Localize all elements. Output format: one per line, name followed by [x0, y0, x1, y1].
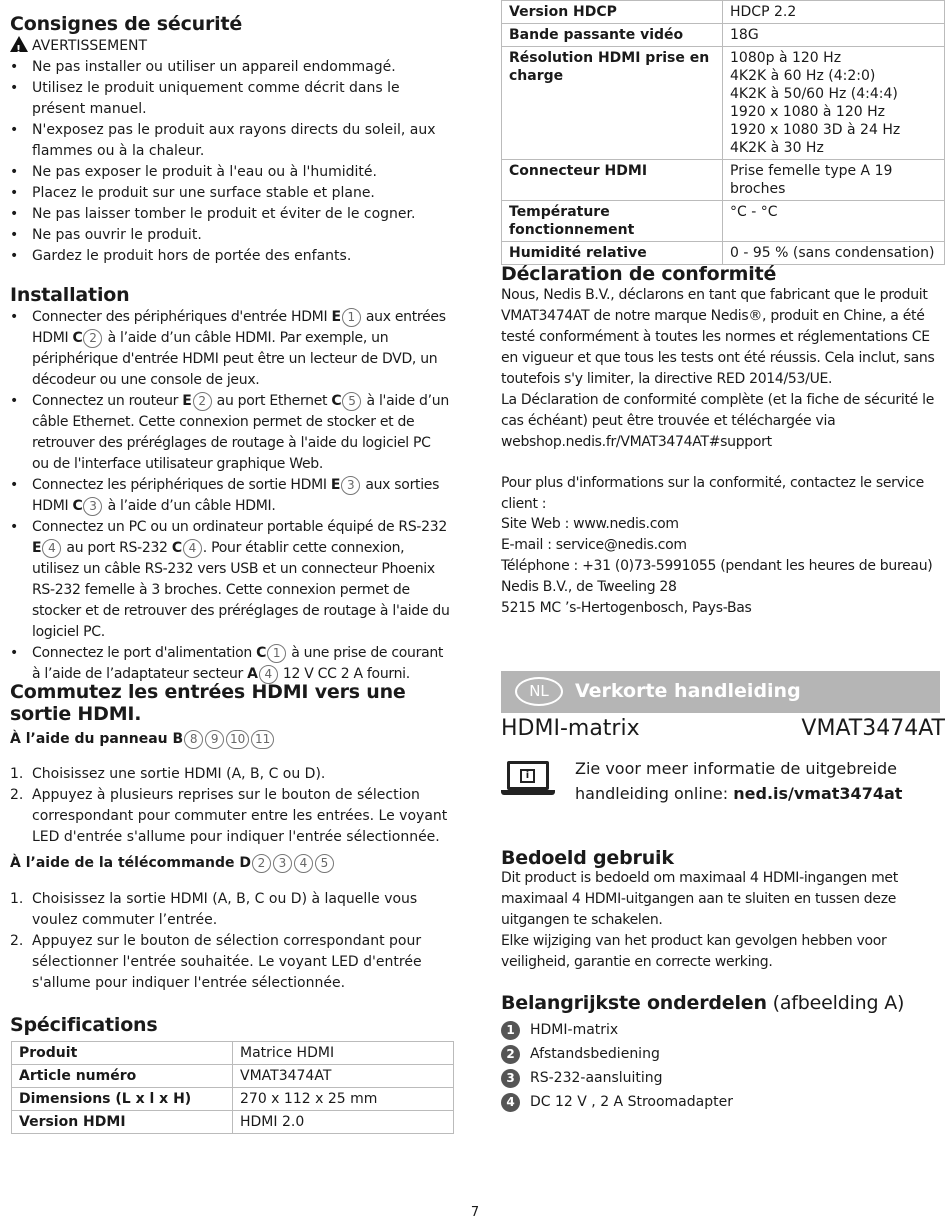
list-item: 2. Appuyez sur le bouton de sélection correspondant pour sélectionner l'entrée souhaitée. Le voyant LED d'entrée s'allume pour indiquer l'entrée sélectionnée.: [10, 933, 422, 991]
list-item: • Ne pas laisser tomber le produit et éviter de le cogner.: [10, 204, 450, 225]
nl-use-paragraph: Dit product is bedoeld om maximaal 4 HDMI-ingangen met maximaal 4 HDMI-uitgangen aan te sluiten en tussen deze uitgangen te schakelen.: [501, 870, 898, 928]
nl-product-name: HDMI-matrix: [501, 716, 640, 741]
table-row: Connecteur HDMI Prise femelle type A 19 broches: [502, 160, 945, 201]
contact-line: Téléphone : +31 (0)73-5991055 (pendant les heures de bureau): [501, 558, 933, 574]
page-number: 7: [470, 1205, 480, 1217]
table-row: Produit Matrice HDMI: [12, 1042, 454, 1065]
conformity-title: Déclaration de conformité: [501, 263, 777, 285]
table-row: Température fonctionnement °C - °C: [502, 201, 945, 242]
table-row: Article numéro VMAT3474AT: [12, 1065, 454, 1088]
warning-text: AVERTISSEMENT: [32, 38, 148, 54]
nl-product-header: [501, 716, 945, 746]
table-row: Version HDMI HDMI 2.0: [12, 1111, 454, 1134]
contact-line: Nedis B.V., de Tweeling 28: [501, 579, 677, 595]
list-item: • Connectez un routeur E 2 au port Ethernet C 5 à l'aide d’un câble Ethernet. Cette connexion permet de stocker et de retrouver des préréglages de routage à l'aide du logiciel PC ou de l'interface utilisateur graphique Web.: [10, 391, 450, 475]
specs-table-right: [501, 0, 945, 265]
nl-model-number: VMAT3474AT: [801, 716, 945, 741]
table-row: Bande passante vidéo 18G: [502, 24, 945, 47]
panel-steps: [10, 764, 450, 848]
list-item: • N'exposez pas le produit aux rayons directs du soleil, aux flammes ou à la chaleur.: [10, 120, 450, 162]
list-item: • Connectez un PC ou un ordinateur portable équipé de RS-232 E 4 au port RS-232 C 4 . Pour établir cette connexion, utilisez un câble RS-232 vers USB et un connecteur Phoenix RS-232 femelle à 3 broches. Cette connexion permet de stocker et de retrouver des préréglages de routage à l'aide du logiciel PC.: [10, 517, 450, 643]
list-item: • Connectez les périphériques de sortie HDMI E 3 aux sorties HDMI C 3 à l’aide d’un câble HDMI.: [10, 475, 450, 517]
conformity-paragraph: Nous, Nedis B.V., déclarons en tant que fabricant que le produit VMAT3474AT de notre marque Nedis®, produit en Chine, a été testé conformément à toutes les normes et réglementations CE en vigueur et que tous les tests ont été réussis. Cela inclut, sans toutefois s'y limiter, la directive RED 2014/53/UE.: [501, 287, 935, 387]
list-item: • Ne pas installer ou utiliser un appareil endommagé.: [10, 57, 450, 78]
list-item: 1. Choisissez la sortie HDMI (A, B, C ou D) à laquelle vous voulez commuter l’entrée.: [10, 891, 418, 928]
nl-badge: NL: [515, 677, 563, 706]
warning-triangle-icon: [10, 36, 28, 52]
nl-section-bar: [501, 671, 940, 713]
conformity-contact-intro: Pour plus d'informations sur la conformité, contactez le service client :: [501, 475, 924, 512]
switch-title: Commutez les entrées HDMI vers une sortie HDMI.: [10, 681, 406, 725]
list-item: 3 RS-232-aansluiting: [501, 1068, 946, 1092]
list-item: 1 HDMI-matrix: [501, 1020, 946, 1044]
list-item: • Connectez le port d'alimentation C 1 à une prise de courant à l’aide de l’adaptateur secteur A 4 12 V CC 2 A fourni.: [10, 643, 450, 685]
safety-title: Consignes de sécurité: [10, 13, 243, 35]
table-row: Résolution HDMI prise en charge 1080p à 120 Hz 4K2K à 60 Hz (4:2:0) 4K2K à 50/60 Hz (4:4:4) 1920 x 1080 à 120 Hz 1920 x 1080 3D à 24 Hz 4K2K à 30 Hz: [502, 47, 945, 160]
laptop-info-icon: i: [501, 759, 555, 797]
table-row: Humidité relative 0 - 95 % (sans condensation): [502, 242, 945, 265]
list-item: 2. Appuyez à plusieurs reprises sur le bouton de sélection correspondant pour commuter entre les entrées. Le voyant LED d'entrée s'allume pour indiquer l'entrée sélectionnée.: [10, 787, 448, 845]
warning-line: [10, 36, 455, 57]
list-item: • Connecter des périphériques d'entrée HDMI E 1 aux entrées HDMI C 2 à l’aide d’un câble HDMI. Par exemple, un périphérique d'entrée HDMI peut être un lecteur de DVD, un décodeur ou une console de jeux.: [10, 307, 450, 391]
list-item: 4 DC 12 V , 2 A Stroomadapter: [501, 1092, 946, 1116]
table-row: Version HDCP HDCP 2.2: [502, 1, 945, 24]
list-item: 1. Choisissez une sortie HDMI (A, B, C ou D).: [10, 766, 326, 782]
specs-title: Spécifications: [10, 1014, 158, 1036]
contact-block: [501, 514, 946, 619]
list-item: • Utilisez le produit uniquement comme décrit dans le présent manuel.: [10, 78, 450, 120]
list-item: • Gardez le produit hors de portée des enfants.: [10, 246, 450, 267]
list-item: • Ne pas ouvrir le produit.: [10, 225, 450, 246]
remote-steps: [10, 889, 450, 994]
nl-parts-title: Belangrijkste onderdelen (afbeelding A): [501, 992, 905, 1014]
nl-bar-title: Verkorte handleiding: [575, 680, 801, 702]
list-item: • Placez le produit sur une surface stable et plane.: [10, 183, 450, 204]
conformity-download: La Déclaration de conformité complète (et la fiche de sécurité le cas échéant) peut être trouvée et téléchargée via webshop.nedis.fr/VMAT3474AT#support: [501, 392, 935, 450]
contact-line: E-mail : service@nedis.com: [501, 537, 687, 553]
nl-info-link: ned.is/vmat3474at: [733, 784, 903, 803]
panel-label: À l’aide du panneau B 8 9 10 11: [10, 729, 455, 750]
remote-label: À l’aide de la télécommande D 2 3 4 5: [10, 853, 455, 874]
table-row: Dimensions (L x l x H) 270 x 112 x 25 mm: [12, 1088, 454, 1111]
installation-title: Installation: [10, 284, 130, 306]
contact-line: Site Web : www.nedis.com: [501, 516, 679, 532]
list-item: 2 Afstandsbediening: [501, 1044, 946, 1068]
safety-list: [10, 57, 450, 267]
nl-parts-list: [501, 1020, 946, 1116]
nl-info-text: Zie voor meer informatie de uitgebreide handleiding online: ned.is/vmat3474at: [575, 759, 903, 803]
nl-use-paragraph: Elke wijziging van het product kan gevolgen hebben voor veiligheid, garantie en correcte werking.: [501, 933, 887, 970]
specs-table-left: [11, 1041, 454, 1134]
list-item: • Ne pas exposer le produit à l'eau ou à l'humidité.: [10, 162, 450, 183]
nl-use-title: Bedoeld gebruik: [501, 847, 674, 869]
installation-list: [10, 307, 450, 685]
contact-line: 5215 MC ’s-Hertogenbosch, Pays-Bas: [501, 600, 752, 616]
